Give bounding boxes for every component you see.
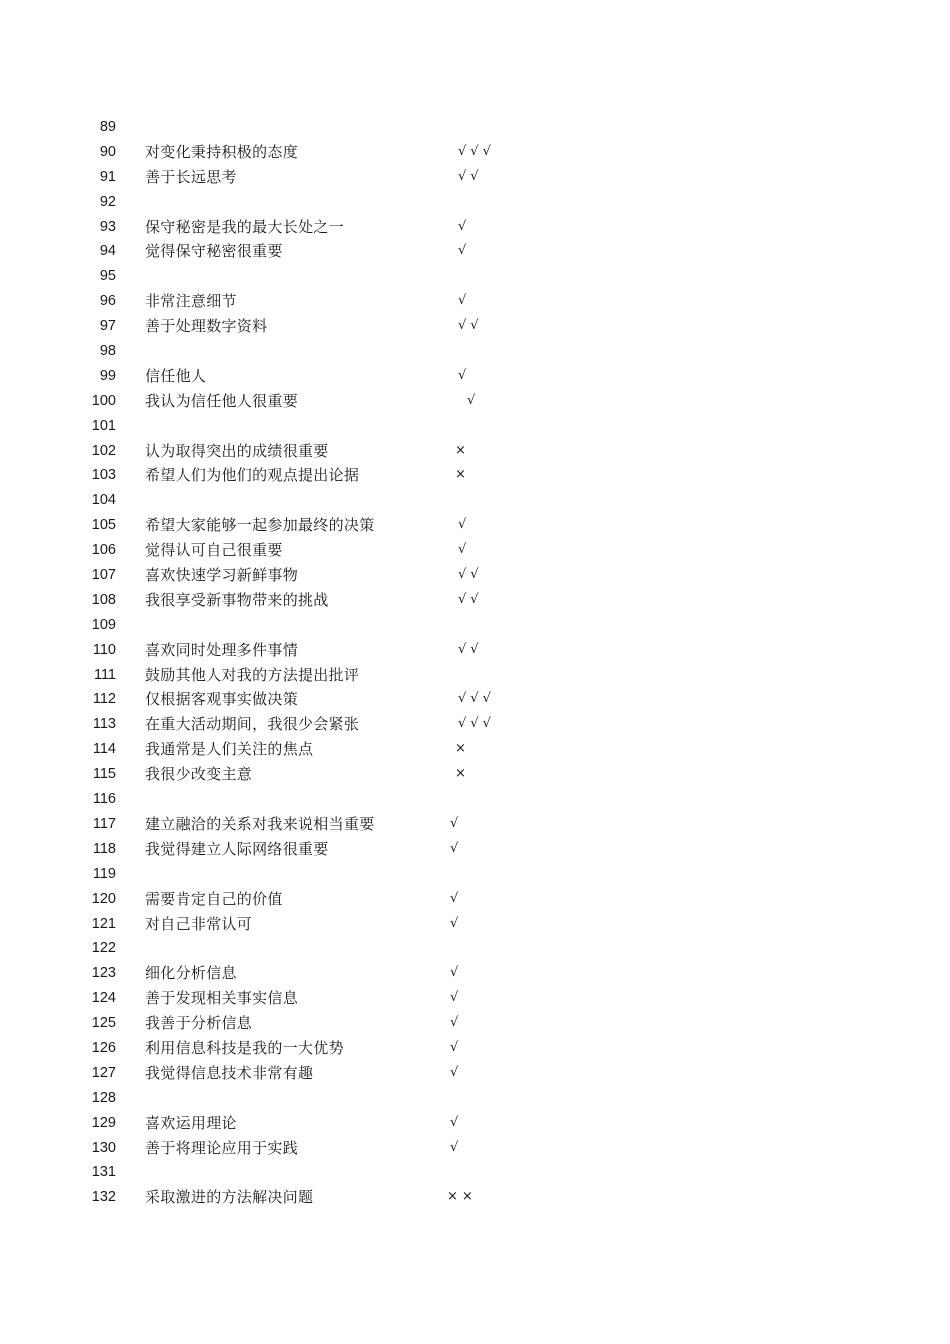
rating-mark: √√ (458, 591, 483, 607)
statement-text: 喜欢快速学习新鲜事物 (145, 566, 299, 585)
statement-text: 采取激进的方法解决问题 (145, 1188, 314, 1207)
row-number: 97 (99, 318, 116, 335)
statement-text: 喜欢同时处理多件事情 (145, 640, 299, 659)
list-item (0, 613, 950, 638)
list-item (0, 1036, 950, 1061)
row-number: 122 (91, 940, 116, 957)
statement-text: 觉得认可自己很重要 (145, 541, 283, 560)
list-item (0, 439, 950, 464)
list-item (0, 1185, 950, 1210)
row-number: 120 (91, 890, 116, 907)
rating-mark: ×× (447, 1189, 477, 1205)
statement-text: 我认为信任他人很重要 (145, 391, 299, 410)
list-item (0, 887, 950, 912)
statement-text: 我觉得信息技术非常有趣 (145, 1063, 314, 1082)
rating-mark: √ (450, 965, 463, 981)
rating-mark: √√ (458, 168, 483, 184)
list-item (0, 1011, 950, 1036)
statement-text: 善于将理论应用于实践 (145, 1138, 299, 1157)
rating-mark: √√√ (458, 143, 495, 159)
statement-text: 对变化秉持积极的态度 (145, 142, 299, 161)
list-item (0, 364, 950, 389)
list-item (0, 140, 950, 165)
row-number: 106 (91, 542, 116, 559)
statement-text: 善于长远思考 (145, 167, 237, 186)
list-item (0, 912, 950, 937)
list-item (0, 289, 950, 314)
list-item (0, 762, 950, 787)
row-number: 127 (91, 1064, 116, 1081)
row-number: 108 (91, 591, 116, 608)
statement-text: 对自己非常认可 (145, 914, 253, 933)
row-number: 126 (91, 1039, 116, 1056)
list-item (0, 588, 950, 613)
list-item (0, 737, 950, 762)
statement-text: 细化分析信息 (145, 964, 237, 983)
list-item (0, 190, 950, 215)
list-item (0, 687, 950, 712)
rating-mark: √ (458, 293, 471, 309)
list-item (0, 1111, 950, 1136)
row-number: 92 (99, 193, 116, 210)
list-item (0, 862, 950, 887)
statement-text: 善于处理数字资料 (145, 317, 268, 336)
rating-mark: √ (450, 915, 463, 931)
row-number: 123 (91, 965, 116, 982)
row-number: 95 (99, 268, 116, 285)
row-number: 118 (92, 840, 116, 857)
statement-text: 觉得保守秘密很重要 (145, 242, 283, 261)
row-number: 90 (99, 143, 116, 160)
list-item (0, 165, 950, 190)
row-number: 107 (91, 567, 116, 584)
statement-text: 仅根据客观事实做决策 (145, 690, 299, 709)
list-item (0, 115, 950, 140)
list-item (0, 638, 950, 663)
statement-text: 喜欢运用理论 (145, 1113, 237, 1132)
row-number: 113 (92, 716, 116, 733)
row-number: 130 (91, 1139, 116, 1156)
statement-text: 非常注意细节 (145, 292, 237, 311)
statement-text: 认为取得突出的成绩很重要 (145, 441, 329, 460)
statement-text: 我善于分析信息 (145, 1014, 253, 1033)
row-number: 103 (91, 467, 116, 484)
row-number: 128 (91, 1089, 116, 1106)
rating-mark: √√√ (458, 716, 495, 732)
row-number: 91 (99, 168, 116, 185)
rating-mark: √ (450, 815, 463, 831)
statement-text: 建立融洽的关系对我来说相当重要 (145, 814, 375, 833)
row-number: 125 (91, 1015, 116, 1032)
row-number: 93 (99, 218, 116, 235)
list-item (0, 239, 950, 264)
list-item (0, 787, 950, 812)
row-number: 109 (91, 616, 116, 633)
list-item (0, 663, 950, 688)
rating-mark: × (455, 467, 470, 483)
list-item (0, 538, 950, 563)
row-number: 98 (99, 343, 116, 360)
statement-text: 保守秘密是我的最大长处之一 (145, 217, 344, 236)
row-number: 101 (91, 417, 116, 434)
row-number: 131 (91, 1164, 116, 1181)
statement-text: 我很少改变主意 (145, 765, 253, 784)
rating-mark: √ (458, 542, 471, 558)
list-item (0, 264, 950, 289)
row-number: 99 (99, 367, 116, 384)
row-number: 104 (91, 492, 116, 509)
list-item (0, 314, 950, 339)
rating-mark: √ (458, 243, 471, 259)
list-item (0, 936, 950, 961)
statement-text: 希望人们为他们的观点提出论据 (145, 466, 360, 485)
rating-mark: √√√ (458, 691, 495, 707)
list-item (0, 563, 950, 588)
statement-text: 我觉得建立人际网络很重要 (145, 839, 329, 858)
list-item (0, 463, 950, 488)
statement-text: 我通常是人们关注的焦点 (145, 740, 314, 759)
statement-text: 信任他人 (145, 366, 207, 385)
row-number: 105 (91, 517, 116, 534)
statement-text: 希望大家能够一起参加最终的决策 (145, 516, 375, 535)
rating-mark: √√ (458, 641, 483, 657)
row-number: 94 (99, 243, 116, 260)
list-item (0, 1061, 950, 1086)
list-item (0, 339, 950, 364)
list-item (0, 1136, 950, 1161)
row-number: 124 (91, 990, 116, 1007)
row-number: 132 (91, 1189, 116, 1206)
statement-text: 利用信息科技是我的一大优势 (145, 1038, 344, 1057)
rating-mark: √ (450, 1039, 463, 1055)
row-number: 129 (91, 1114, 116, 1131)
row-number: 117 (92, 815, 116, 832)
list-item (0, 1086, 950, 1111)
rating-mark: √ (450, 1015, 463, 1031)
rating-mark: √ (467, 392, 480, 408)
list-item (0, 986, 950, 1011)
list-item (0, 414, 950, 439)
row-number: 96 (99, 293, 116, 310)
rating-mark: √√ (458, 318, 483, 334)
rating-mark: √ (450, 840, 463, 856)
list-item (0, 837, 950, 862)
list-item (0, 961, 950, 986)
statement-list (0, 115, 950, 1210)
rating-mark: √ (450, 990, 463, 1006)
rating-mark: × (455, 741, 470, 757)
rating-mark: √√ (458, 567, 483, 583)
list-item (0, 1160, 950, 1185)
rating-mark: × (455, 766, 470, 782)
statement-text: 鼓励其他人对我的方法提出批评 (145, 665, 360, 684)
row-number: 116 (92, 791, 116, 808)
rating-mark: √ (450, 1139, 463, 1155)
rating-mark: √ (450, 1114, 463, 1130)
row-number: 110 (92, 641, 116, 658)
list-item (0, 712, 950, 737)
row-number: 100 (91, 392, 116, 409)
list-item (0, 389, 950, 414)
list-item (0, 215, 950, 240)
statement-text: 在重大活动期间，我很少会紧张 (145, 715, 360, 734)
statement-text: 需要肯定自己的价值 (145, 889, 283, 908)
row-number: 112 (92, 691, 116, 708)
row-number: 111 (93, 666, 116, 683)
row-number: 115 (92, 766, 116, 783)
row-number: 102 (91, 442, 116, 459)
list-item (0, 488, 950, 513)
rating-mark: √ (450, 1064, 463, 1080)
rating-mark: × (455, 442, 470, 458)
row-number: 89 (99, 119, 116, 135)
row-number: 121 (91, 915, 116, 932)
rating-mark: √ (458, 218, 471, 234)
statement-text: 善于发现相关事实信息 (145, 989, 299, 1008)
row-number: 119 (92, 865, 116, 882)
rating-mark: √ (450, 890, 463, 906)
statement-text: 我很享受新事物带来的挑战 (145, 590, 329, 609)
rating-mark: √ (458, 517, 471, 533)
list-item (0, 812, 950, 837)
list-item (0, 513, 950, 538)
rating-mark: √ (458, 367, 471, 383)
row-number: 114 (92, 741, 116, 758)
